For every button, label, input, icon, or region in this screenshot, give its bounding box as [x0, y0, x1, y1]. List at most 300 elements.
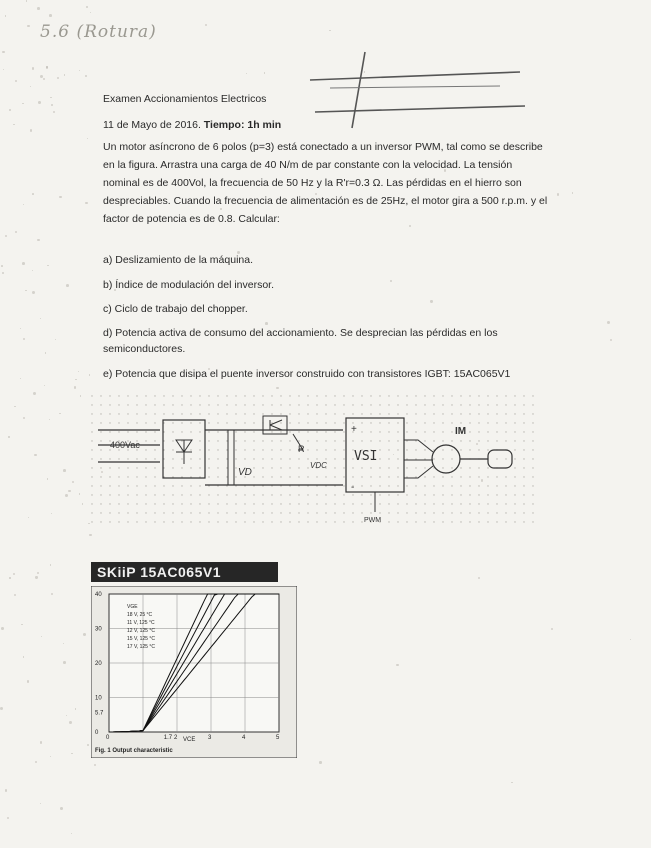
scan-speck: [63, 469, 66, 472]
grid-dot: [406, 458, 407, 459]
grid-dot: [199, 494, 200, 495]
grid-dot: [190, 449, 191, 450]
y-tick-label: 40: [95, 592, 102, 598]
scan-speck: [47, 265, 48, 266]
grid-dot: [370, 404, 371, 405]
grid-dot: [460, 512, 461, 513]
grid-dot: [523, 395, 524, 396]
grid-dot: [496, 494, 497, 495]
scan-speck: [9, 109, 11, 111]
grid-dot: [442, 440, 443, 441]
grid-dot: [433, 440, 434, 441]
grid-dot: [451, 512, 452, 513]
grid-dot: [451, 458, 452, 459]
grid-dot: [91, 476, 92, 477]
grid-dot: [163, 503, 164, 504]
grid-dot: [154, 413, 155, 414]
grid-dot: [406, 503, 407, 504]
scan-speck: [14, 406, 16, 408]
grid-dot: [361, 476, 362, 477]
grid-dot: [514, 458, 515, 459]
grid-dot: [415, 404, 416, 405]
grid-dot: [235, 494, 236, 495]
scan-speck: [22, 262, 25, 265]
grid-dot: [415, 494, 416, 495]
grid-dot: [406, 422, 407, 423]
grid-dot: [469, 521, 470, 522]
scan-speck: [22, 103, 24, 105]
resistor-label: R: [298, 444, 305, 454]
grid-dot: [298, 458, 299, 459]
grid-dot: [388, 422, 389, 423]
grid-dot: [397, 449, 398, 450]
grid-dot: [172, 494, 173, 495]
grid-dot: [325, 422, 326, 423]
grid-dot: [487, 404, 488, 405]
scan-speck: [9, 577, 10, 578]
grid-dot: [352, 440, 353, 441]
grid-dot: [307, 458, 308, 459]
grid-dot: [280, 458, 281, 459]
grid-dot: [289, 422, 290, 423]
grid-dot: [91, 413, 92, 414]
grid-dot: [316, 395, 317, 396]
grid-dot: [208, 395, 209, 396]
grid-dot: [253, 431, 254, 432]
scan-speck: [23, 338, 25, 340]
grid-dot: [532, 521, 533, 522]
grid-dot: [523, 431, 524, 432]
question-d-line-1: d) Potencia activa de consumo del accionamiento. Se desprecian las pérdidas en los: [103, 327, 498, 339]
grid-dot: [523, 476, 524, 477]
grid-dot: [154, 422, 155, 423]
grid-dot: [118, 476, 119, 477]
grid-dot: [91, 521, 92, 522]
grid-dot: [226, 512, 227, 513]
grid-dot: [289, 503, 290, 504]
grid-dot: [361, 404, 362, 405]
grid-dot: [478, 404, 479, 405]
grid-dot: [442, 449, 443, 450]
grid-dot: [388, 395, 389, 396]
scan-speck: [87, 138, 88, 139]
grid-dot: [262, 476, 263, 477]
grid-dot: [172, 431, 173, 432]
scan-speck: [23, 417, 25, 419]
grid-dot: [163, 521, 164, 522]
grid-dot: [307, 521, 308, 522]
grid-dot: [271, 431, 272, 432]
grid-dot: [505, 422, 506, 423]
grid-dot: [181, 467, 182, 468]
grid-dot: [226, 503, 227, 504]
grid-dot: [244, 521, 245, 522]
grid-dot: [163, 485, 164, 486]
grid-dot: [298, 440, 299, 441]
grid-dot: [190, 395, 191, 396]
statement-line-4: despreciables. Cuando la frecuencia de alimentación es de 25Hz, el motor gira a 500 r.p.m. y el: [103, 195, 548, 207]
grid-dot: [523, 521, 524, 522]
scan-speck: [26, 0, 28, 2]
grid-dot: [361, 413, 362, 414]
grid-dot: [442, 413, 443, 414]
grid-dot: [532, 431, 533, 432]
grid-dot: [298, 476, 299, 477]
grid-dot: [424, 431, 425, 432]
grid-dot: [424, 476, 425, 477]
grid-dot: [298, 413, 299, 414]
grid-dot: [487, 476, 488, 477]
grid-dot: [271, 449, 272, 450]
grid-dot: [280, 512, 281, 513]
grid-dot: [505, 395, 506, 396]
grid-dot: [289, 494, 290, 495]
grid-dot: [478, 467, 479, 468]
grid-dot: [154, 503, 155, 504]
scan-speck: [32, 270, 33, 271]
grid-dot: [505, 458, 506, 459]
grid-dot: [109, 476, 110, 477]
grid-dot: [361, 512, 362, 513]
grid-dot: [415, 395, 416, 396]
grid-dot: [424, 413, 425, 414]
grid-dot: [415, 422, 416, 423]
grid-dot: [370, 431, 371, 432]
grid-dot: [379, 404, 380, 405]
grid-dot: [451, 485, 452, 486]
grid-dot: [532, 494, 533, 495]
grid-dot: [109, 404, 110, 405]
grid-dot: [109, 521, 110, 522]
grid-dot: [235, 431, 236, 432]
grid-dot: [406, 485, 407, 486]
grid-dot: [325, 431, 326, 432]
grid-dot: [289, 512, 290, 513]
grid-dot: [100, 485, 101, 486]
grid-dot: [433, 422, 434, 423]
scan-speck: [41, 636, 42, 637]
grid-dot: [208, 467, 209, 468]
grid-dot: [181, 521, 182, 522]
grid-dot: [343, 422, 344, 423]
grid-dot: [487, 395, 488, 396]
grid-dot: [100, 494, 101, 495]
grid-dot: [379, 413, 380, 414]
grid-dot: [244, 503, 245, 504]
question-d-line-2: semiconductores.: [103, 343, 186, 355]
scan-speck: [35, 576, 37, 578]
grid-dot: [253, 440, 254, 441]
corner-handwritten-note: 5.6 (Rotura): [40, 22, 157, 42]
grid-dot: [100, 422, 101, 423]
grid-dot: [199, 404, 200, 405]
scan-speck: [25, 290, 26, 291]
grid-dot: [253, 521, 254, 522]
grid-dot: [154, 476, 155, 477]
grid-dot: [325, 404, 326, 405]
grid-dot: [226, 494, 227, 495]
grid-dot: [460, 485, 461, 486]
grid-dot: [514, 413, 515, 414]
grid-dot: [181, 494, 182, 495]
grid-dot: [379, 431, 380, 432]
grid-dot: [118, 485, 119, 486]
grid-dot: [118, 503, 119, 504]
grid-dot: [334, 395, 335, 396]
grid-dot: [298, 467, 299, 468]
scan-speck: [37, 572, 39, 574]
grid-dot: [343, 395, 344, 396]
grid-dot: [172, 503, 173, 504]
grid-dot: [190, 404, 191, 405]
grid-dot: [199, 395, 200, 396]
grid-dot: [109, 485, 110, 486]
scan-speck: [71, 753, 73, 755]
grid-dot: [460, 476, 461, 477]
grid-dot: [370, 503, 371, 504]
grid-dot: [433, 485, 434, 486]
legend-entry: 17 V, 125 °C: [127, 644, 155, 650]
grid-dot: [397, 404, 398, 405]
grid-dot: [208, 512, 209, 513]
grid-dot: [244, 404, 245, 405]
scan-speck: [23, 656, 25, 658]
grid-dot: [280, 494, 281, 495]
grid-dot: [280, 404, 281, 405]
grid-dot: [361, 440, 362, 441]
grid-dot: [208, 422, 209, 423]
grid-dot: [442, 467, 443, 468]
grid-dot: [118, 512, 119, 513]
grid-dot: [253, 476, 254, 477]
grid-dot: [334, 404, 335, 405]
grid-dot: [109, 512, 110, 513]
statement-line-2: en la figura. Arrastra una carga de 40 N/m de par constante con la velocidad. La tensión: [103, 159, 513, 171]
grid-dot: [496, 395, 497, 396]
grid-dot: [91, 467, 92, 468]
grid-dot: [289, 413, 290, 414]
grid-dot: [316, 494, 317, 495]
grid-dot: [208, 476, 209, 477]
grid-dot: [244, 431, 245, 432]
grid-dot: [424, 440, 425, 441]
scan-speck: [409, 225, 411, 227]
scan-speck: [37, 7, 40, 10]
grid-dot: [352, 395, 353, 396]
grid-dot: [433, 512, 434, 513]
scan-speck: [34, 454, 37, 457]
grid-dot: [415, 413, 416, 414]
grid-dot: [244, 413, 245, 414]
grid-dot: [136, 458, 137, 459]
grid-dot: [460, 494, 461, 495]
grid-dot: [136, 413, 137, 414]
grid-dot: [415, 512, 416, 513]
grid-dot: [226, 467, 227, 468]
grid-dot: [271, 494, 272, 495]
grid-dot: [478, 485, 479, 486]
grid-dot: [271, 404, 272, 405]
grid-dot: [163, 494, 164, 495]
scan-speck: [265, 322, 268, 325]
grid-dot: [532, 512, 533, 513]
grid-dot: [487, 413, 488, 414]
scan-speck: [69, 721, 72, 724]
grid-dot: [496, 512, 497, 513]
grid-dot: [361, 494, 362, 495]
grid-dot: [145, 458, 146, 459]
grid-dot: [235, 467, 236, 468]
grid-dot: [181, 503, 182, 504]
grid-dot: [505, 404, 506, 405]
grid-dot: [226, 521, 227, 522]
grid-dot: [451, 503, 452, 504]
grid-dot: [478, 413, 479, 414]
grid-dot: [145, 467, 146, 468]
grid-dot: [388, 458, 389, 459]
grid-dot: [100, 503, 101, 504]
grid-dot: [424, 395, 425, 396]
grid-dot: [136, 503, 137, 504]
x-tick-label: 1.7: [163, 735, 173, 741]
exam-date: 11 de Mayo de 2016.: [103, 119, 204, 131]
scan-speck: [32, 291, 35, 294]
scan-speck: [47, 478, 48, 479]
scan-speck: [390, 280, 392, 282]
grid-dot: [199, 521, 200, 522]
grid-dot: [397, 458, 398, 459]
grid-dot: [433, 395, 434, 396]
grid-dot: [451, 476, 452, 477]
legend-entry: 11 V, 125 °C: [127, 620, 155, 626]
grid-dot: [199, 467, 200, 468]
grid-dot: [100, 395, 101, 396]
grid-dot: [298, 404, 299, 405]
grid-dot: [433, 503, 434, 504]
scan-speck: [78, 371, 79, 372]
scan-speck: [246, 73, 247, 74]
grid-dot: [190, 494, 191, 495]
grid-dot: [127, 395, 128, 396]
grid-dot: [235, 449, 236, 450]
grid-dot: [136, 422, 137, 423]
grid-dot: [388, 467, 389, 468]
grid-dot: [109, 413, 110, 414]
grid-dot: [298, 503, 299, 504]
scan-speck: [13, 573, 15, 575]
grid-dot: [451, 521, 452, 522]
grid-dot: [217, 422, 218, 423]
grid-dot: [469, 449, 470, 450]
grid-dot: [217, 521, 218, 522]
grid-dot: [487, 485, 488, 486]
grid-dot: [271, 458, 272, 459]
grid-dot: [154, 431, 155, 432]
grid-dot: [127, 503, 128, 504]
question-b: b) Índice de modulación del inversor.: [103, 279, 275, 291]
scan-speck: [72, 481, 74, 483]
grid-dot: [496, 485, 497, 486]
grid-dot: [181, 422, 182, 423]
grid-dot: [109, 395, 110, 396]
grid-dot: [505, 485, 506, 486]
grid-dot: [424, 521, 425, 522]
grid-dot: [280, 449, 281, 450]
grid-dot: [190, 422, 191, 423]
grid-dot: [343, 521, 344, 522]
grid-dot: [379, 395, 380, 396]
y-tick-label: 30: [95, 626, 102, 633]
scan-speck: [3, 69, 4, 70]
grid-dot: [190, 521, 191, 522]
grid-dot: [226, 413, 227, 414]
grid-dot: [199, 458, 200, 459]
grid-dot: [154, 521, 155, 522]
grid-dot: [154, 467, 155, 468]
grid-dot: [514, 449, 515, 450]
y-tick-label: 10: [95, 695, 102, 702]
grid-dot: [235, 422, 236, 423]
grid-dot: [424, 503, 425, 504]
grid-dot: [397, 503, 398, 504]
grid-dot: [262, 512, 263, 513]
grid-dot: [532, 467, 533, 468]
grid-dot: [370, 476, 371, 477]
scan-speck: [28, 517, 29, 518]
grid-dot: [424, 404, 425, 405]
grid-dot: [379, 476, 380, 477]
grid-dot: [172, 395, 173, 396]
grid-dot: [100, 521, 101, 522]
grid-dot: [379, 422, 380, 423]
grid-dot: [424, 449, 425, 450]
grid-dot: [118, 422, 119, 423]
grid-dot: [406, 431, 407, 432]
grid-dot: [190, 458, 191, 459]
grid-dot: [172, 512, 173, 513]
grid-dot: [280, 413, 281, 414]
grid-dot: [91, 458, 92, 459]
scan-speck: [82, 503, 84, 505]
grid-dot: [325, 440, 326, 441]
grid-dot: [469, 467, 470, 468]
scan-speck: [86, 6, 88, 8]
grid-dot: [145, 476, 146, 477]
grid-dot: [415, 431, 416, 432]
grid-dot: [262, 404, 263, 405]
grid-dot: [460, 521, 461, 522]
grid-dot: [496, 404, 497, 405]
scan-speck: [40, 803, 41, 804]
grid-dot: [343, 413, 344, 414]
x-axis-label: VCE: [183, 737, 196, 743]
grid-dot: [415, 449, 416, 450]
grid-dot: [136, 476, 137, 477]
grid-dot: [505, 521, 506, 522]
grid-dot: [442, 431, 443, 432]
grid-dot: [127, 422, 128, 423]
grid-dot: [325, 512, 326, 513]
grid-dot: [469, 494, 470, 495]
grid-dot: [325, 395, 326, 396]
legend-entry: 12 V, 125 °C: [127, 628, 155, 634]
scan-speck: [79, 493, 81, 495]
grid-dot: [298, 431, 299, 432]
grid-dot: [505, 503, 506, 504]
scan-speck: [478, 577, 480, 579]
grid-dot: [460, 503, 461, 504]
grid-dot: [118, 458, 119, 459]
